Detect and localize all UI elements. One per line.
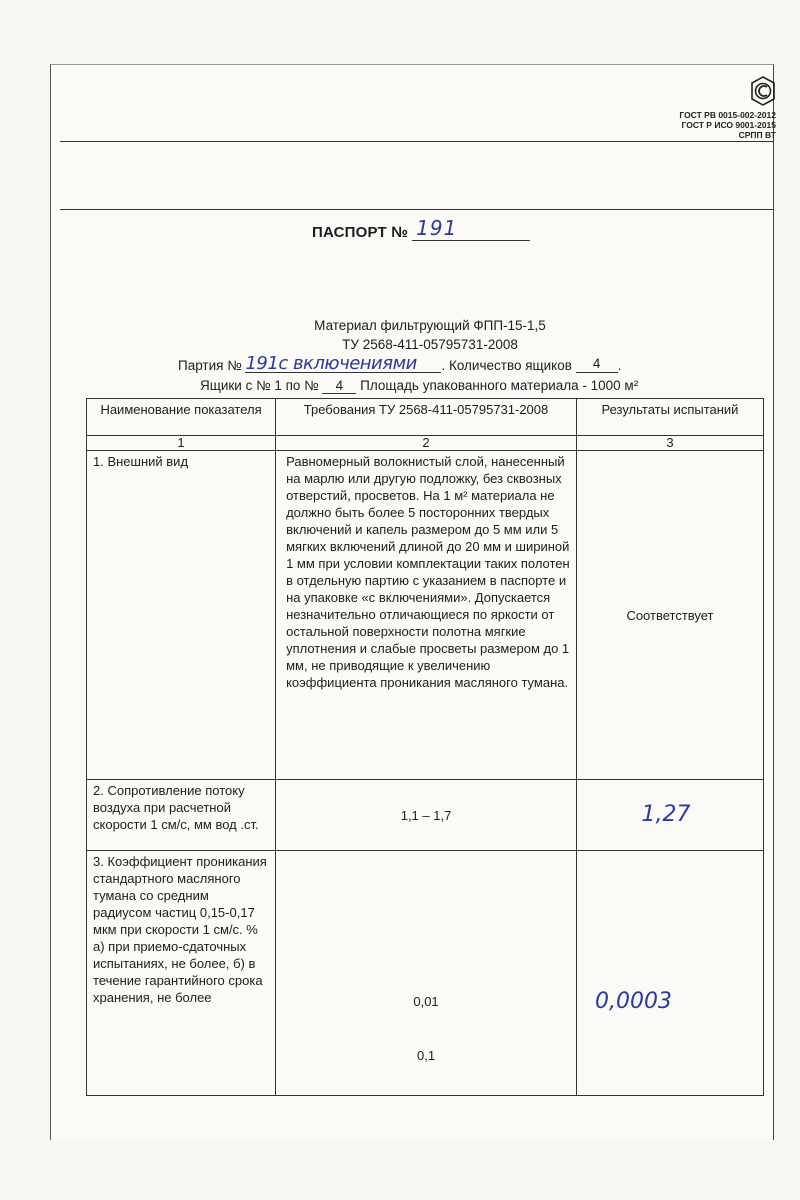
row3-name: 3. Коэффициент проникания стандартного масляного тумана со средним радиусом частиц 0,15-0,17 мкм при скорости 1 см/с. % а) при приемо-сдаточных испытаниях, не более, б) в течение гарантийного срока хранения, не более xyxy=(87,851,276,1096)
passport-number-field xyxy=(412,216,530,241)
row3-requirement-b: 0,1 xyxy=(416,1048,436,1063)
boxes-range-prefix: Ящики с № 1 по № xyxy=(200,378,319,393)
cert-line-3: СРПП ВТ xyxy=(738,130,776,140)
table-index-row xyxy=(87,436,764,451)
certification-logo-icon xyxy=(750,76,776,106)
passport-label: ПАСПОРТ № xyxy=(312,224,409,241)
table-row xyxy=(87,451,764,780)
boxes-label: . Количество ящиков xyxy=(441,358,572,373)
row2-result: 1,27 xyxy=(641,801,691,827)
row1-name: 1. Внешний вид xyxy=(87,451,276,780)
header-results: Результаты испытаний xyxy=(576,399,763,436)
row3-requirement-a: 0,01 xyxy=(413,994,439,1009)
header-requirements: Требования ТУ 2568-411-05795731-2008 xyxy=(276,399,577,436)
table-header-row xyxy=(87,399,764,436)
header-rule-bottom xyxy=(60,209,774,210)
row2-result-cell xyxy=(576,780,763,851)
batch-number-field xyxy=(245,353,441,374)
index-3: 3 xyxy=(576,436,763,451)
cert-line-1: ГОСТ РВ 0015-002-2012 xyxy=(679,110,776,120)
passport-title xyxy=(312,216,530,241)
specs-table xyxy=(86,398,764,1096)
header-name: Наименование показателя xyxy=(87,399,276,436)
row2-name: 2. Сопротивление потоку воздуха при расчетной скорости 1 см/с, мм вод .ст. xyxy=(87,780,276,851)
batch-number: 191с включениями xyxy=(245,353,417,374)
table-row xyxy=(87,780,764,851)
row3-result-cell xyxy=(576,851,763,1096)
boxes-count: 4 xyxy=(576,356,618,373)
material-name: Материал фильтрующий ФПП-15-1,5 xyxy=(314,318,546,333)
boxes-range-line xyxy=(200,378,638,394)
row1-result: Соответствует xyxy=(576,451,763,780)
batch-line xyxy=(178,353,622,374)
packed-area: Площадь упакованного материала - 1000 м² xyxy=(360,378,639,393)
row1-requirement: Равномерный волокнистый слой, нанесенный на марлю или другую подложку, без сквозных отверстий, просветов. На 1 м² материала не должно быть более 5 посторонних твердых включений и капель размером до 5 мм или 5 мягких включений длиной до 20 мм и шириной 1 мм при условии комплектации таких полотен в отдельную партию с указанием в паспорте и на упаковке «с включениями». Допускается незначительно отличающиеся по яркости от остальной поверхности полотна мягкие уплотнения и слабые просветы размером до 1 мм, не приводящие к увеличению коэффициента проникания масляного тумана. xyxy=(276,451,577,780)
certification-block xyxy=(676,76,776,140)
row2-requirement: 1,1 – 1,7 xyxy=(276,780,577,851)
cert-line-2: ГОСТ Р ИСО 9001-2015 xyxy=(681,120,776,130)
passport-number: 191 xyxy=(416,216,458,240)
row3-requirement-cell xyxy=(276,851,577,1096)
index-2: 2 xyxy=(276,436,577,451)
boxes-end: . xyxy=(617,358,622,373)
material-spec: ТУ 2568-411-05795731-2008 xyxy=(342,337,518,352)
header-rule-top xyxy=(60,141,774,142)
row3-result: 0,0003 xyxy=(594,989,672,1014)
boxes-range-to: 4 xyxy=(322,378,356,394)
index-1: 1 xyxy=(87,436,276,451)
table-row xyxy=(87,851,764,1096)
batch-label: Партия № xyxy=(178,358,242,373)
